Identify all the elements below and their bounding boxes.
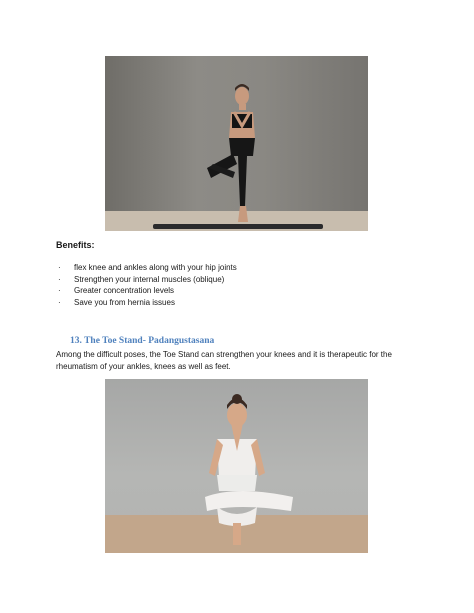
bullet-icon: · [58, 263, 61, 272]
benefit-text: Strengthen your internal muscles (oblique) [74, 274, 225, 284]
bullet-icon: · [58, 274, 61, 284]
list-item [56, 262, 237, 274]
section-heading: 13. The Toe Stand- Padangustasana [70, 336, 215, 346]
tree-pose-illustration [105, 56, 368, 231]
benefit-text: Greater concentration levels [74, 286, 175, 295]
section-paragraph: Among the difficult poses, the Toe Stand can strengthen your knees and it is therapeutic for the rheumatism of your ankles, knees as well as feet. [56, 350, 392, 371]
toe-stand-illustration [105, 379, 368, 553]
bullet-icon: · [58, 297, 61, 307]
list-item [56, 274, 237, 286]
list-item [56, 297, 237, 309]
bullet-icon: · [58, 286, 61, 295]
benefit-text: flex knee and ankles along with your hip joints [74, 263, 237, 272]
benefit-text: Save you from hernia issues [74, 297, 175, 307]
tree-pose-photo [105, 56, 368, 231]
list-item [56, 285, 237, 297]
benefits-list [56, 262, 237, 308]
benefits-heading: Benefits: [56, 240, 95, 250]
toe-stand-photo [105, 379, 368, 553]
